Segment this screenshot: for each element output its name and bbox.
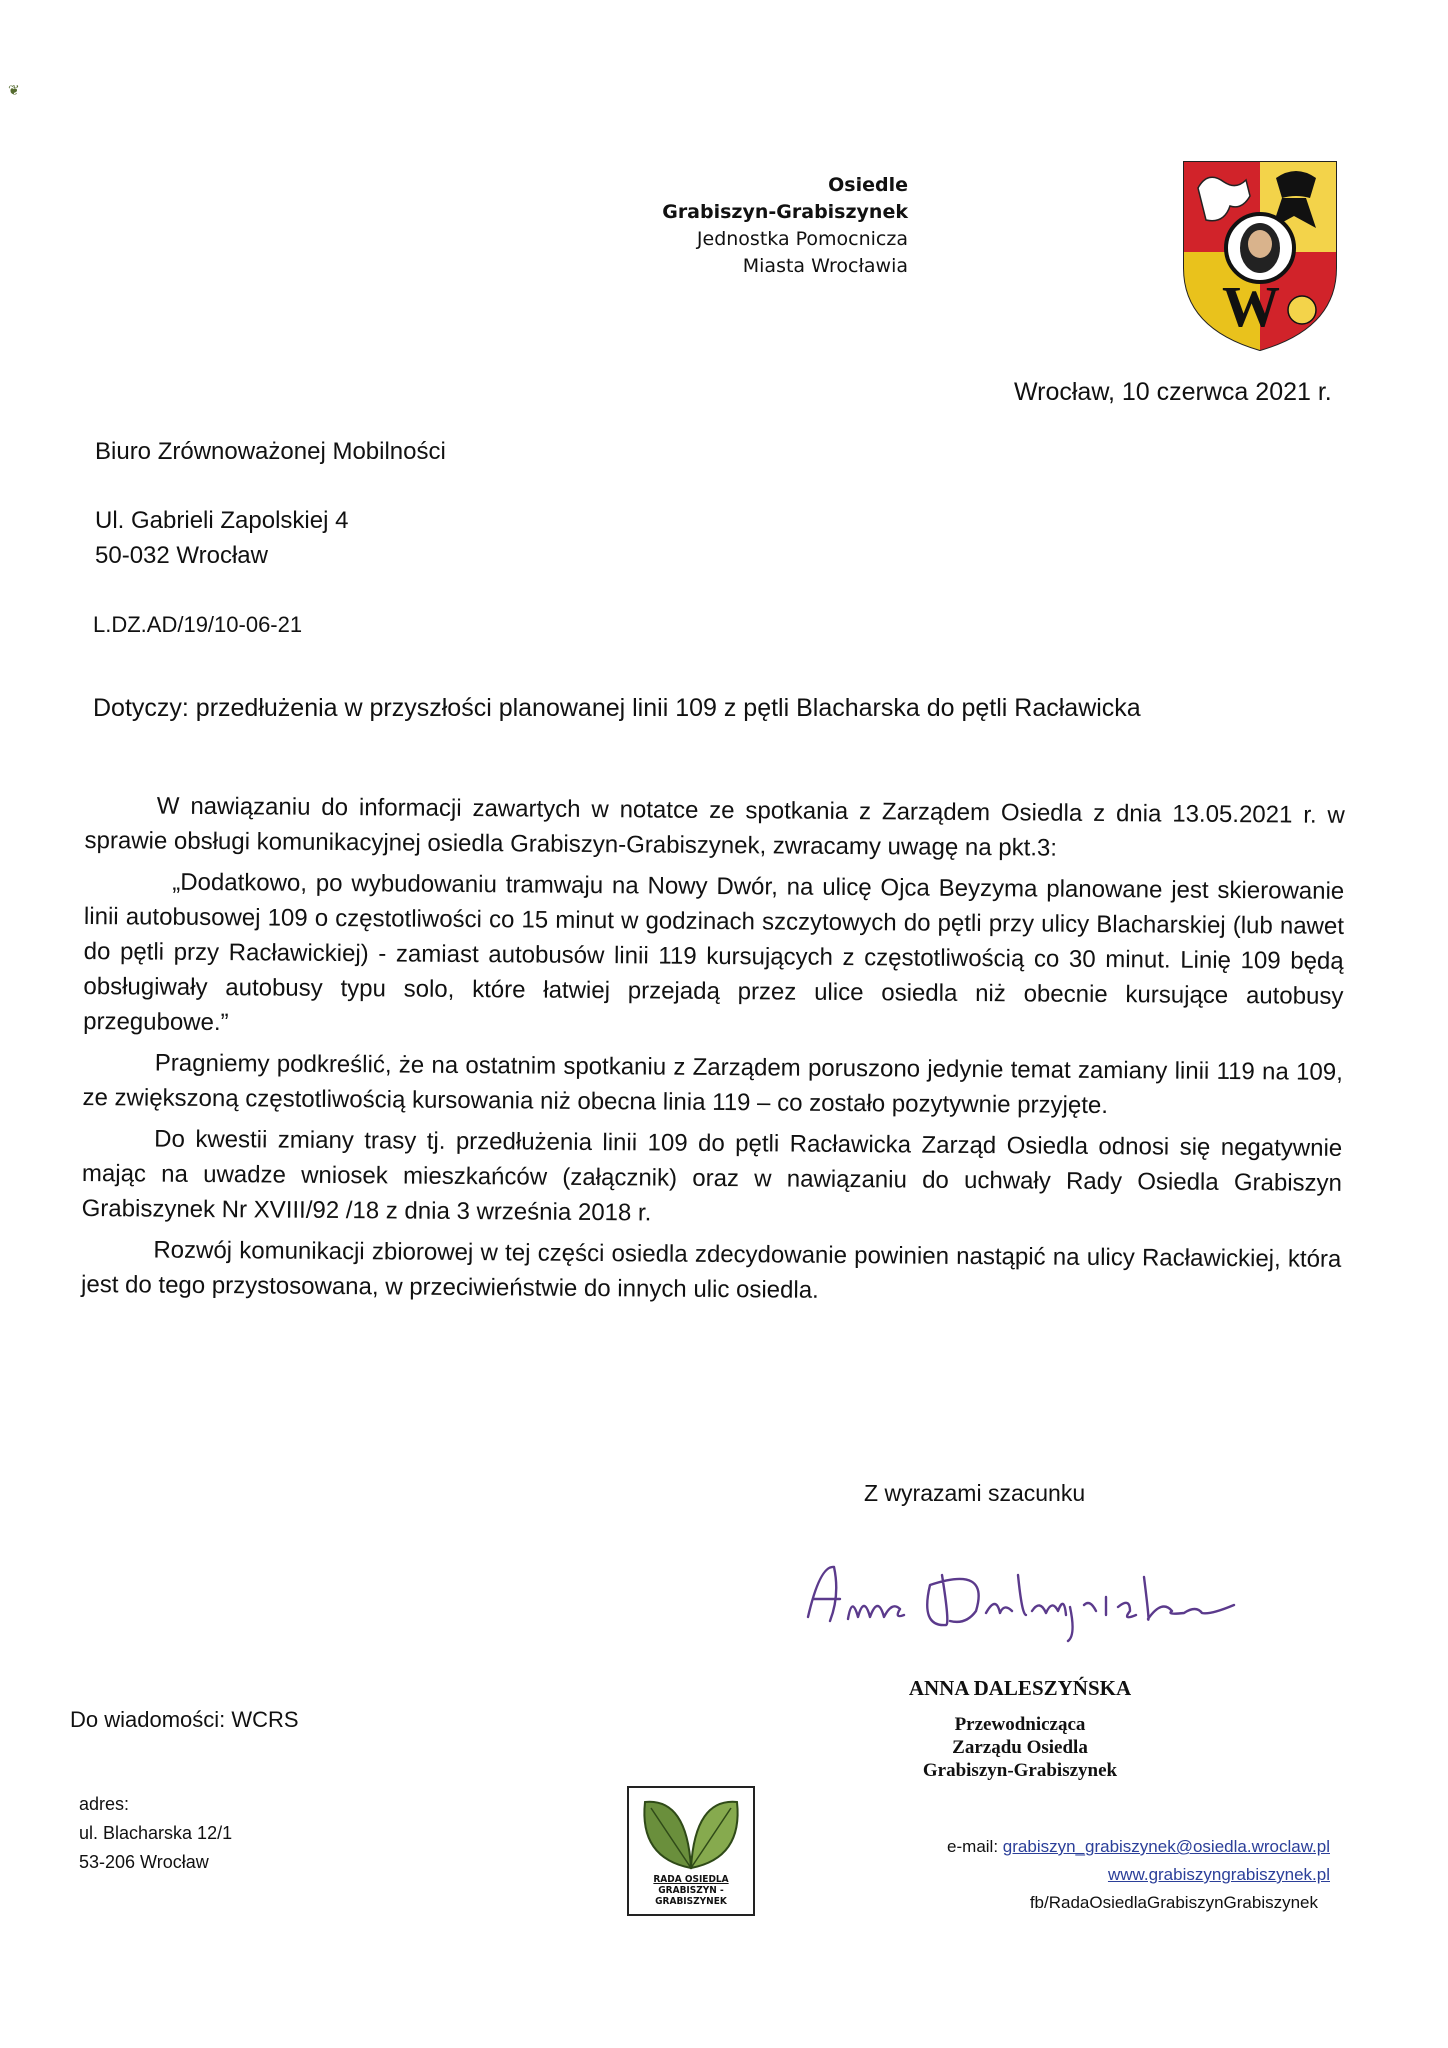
signatory-role-3: Grabiszyn-Grabiszynek <box>922 1760 1118 1781</box>
body-paragraph-3: Do kwestii zmiany trasy tj. przedłużenia linii 109 do pętli Racławicka Zarząd Osiedla odnosi się negatywnie mając na uwadze wniosek mieszkańców (załącznik) oraz w nawiązaniu do uchwały Rady Osiedla Grabiszyn Grabiszynek Nr XVIII/92 /18 z dnia 3 września 2018 r. <box>81 1125 1343 1227</box>
letter-body <box>81 788 1345 1318</box>
letterhead-line-3: Jednostka Pomocnicza <box>696 228 908 250</box>
address-label: adres: <box>79 1794 130 1814</box>
wroclaw-coat-of-arms <box>1178 158 1342 354</box>
reference-number: L.DZ.AD/19/10-06-21 <box>93 612 303 637</box>
corner-mark: ❦ <box>8 82 20 98</box>
letterhead-line-2: Grabiszyn-Grabiszynek <box>662 201 908 223</box>
signatory-role-2: Zarządu Osiedla <box>952 1737 1088 1758</box>
leaf-icon <box>629 1788 753 1874</box>
body-quote: „Dodatkowo, po wybudowaniu tramwaju na Nowy Dwór, na ulicę Ojca Beyzyma planowane jest skierowanie linii autobusowej 109 o częstotliwości co 15 minut w godzinach szczytowych do pętli przy ulicy Blacharskiej (lub nawet do pętli przy Racławickiej) - zamiast autobusów linii 119 kursujących z częstotliwością co 30 minut. Linię 109 będą obsługiwały autobusy typu solo, które łatwiej przejadą przez ulice osiedla niż obecnie kursujące autobusy przegubowe.” <box>83 868 1345 1037</box>
handwritten-signature <box>800 1555 1240 1645</box>
letter-date: Wrocław, 10 czerwca 2021 r. <box>1014 378 1332 406</box>
recipient-name: Biuro Zrównoważonej Mobilności <box>95 438 446 465</box>
closing-salutation: Z wyrazami szacunku <box>864 1480 1086 1506</box>
logo-line-3: GRABISZYNEK <box>655 1896 727 1907</box>
signatory-role-1: Przewodnicząca <box>954 1714 1086 1735</box>
email-label: e-mail: <box>947 1837 999 1856</box>
signature-block <box>880 1676 1160 1782</box>
letterhead <box>662 172 908 280</box>
crest-letter: W <box>1222 274 1280 339</box>
body-paragraph-4: Rozwój komunikacji zbiorowej w tej części osiedla zdecydowanie powinien nastąpić na ulicy Racławickiej, która jest do tego przystosowana, w przeciwieństwie do innych ulic osiedla. <box>80 1236 1342 1304</box>
sender-address <box>79 1790 232 1877</box>
letter-subject: Dotyczy: przedłużenia w przyszłości planowanej linii 109 z pętli Blacharska do pętli Racławicka <box>93 694 1141 722</box>
letterhead-line-1: Osiedle <box>828 174 908 196</box>
carbon-copy: Do wiadomości: WCRS <box>70 1707 299 1732</box>
logo-line-2: GRABISZYN - <box>658 1885 724 1896</box>
email-link[interactable]: grabiszyn_grabiszynek@osiedla.wroclaw.pl <box>1002 1837 1330 1856</box>
facebook-handle: fb/RadaOsiedlaGrabiszynGrabiszynek <box>1029 1893 1318 1912</box>
website-link[interactable]: www.grabiszyngrabiszynek.pl <box>1107 1865 1330 1884</box>
logo-line-1: RADA OSIEDLA <box>653 1874 729 1885</box>
address-city: 53-206 Wrocław <box>79 1852 209 1872</box>
recipient-city: 50-032 Wrocław <box>95 542 268 569</box>
signatory-name: ANNA DALESZYŃSKA <box>908 1676 1132 1700</box>
council-logo <box>627 1786 755 1916</box>
contact-info <box>880 1833 1330 1917</box>
address-street: ul. Blacharska 12/1 <box>79 1823 233 1843</box>
body-paragraph-1: W nawiązaniu do informacji zawartych w notatce ze spotkania z Zarządem Osiedla z dnia 13.05.2021 r. w sprawie obsługi komunikacyjnej osiedla Grabiszyn-Grabiszynek, zwracamy uwagę na pkt.3: <box>84 792 1345 862</box>
letterhead-line-4: Miasta Wrocławia <box>742 255 908 277</box>
recipient-street: Ul. Gabrieli Zapolskiej 4 <box>95 507 349 534</box>
body-paragraph-2: Pragniemy podkreślić, że na ostatnim spotkaniu z Zarządem poruszono jedynie temat zamiany linii 119 na 109, ze zwiększoną częstotliwością kursowania niż obecna linia 119 – co zostało pozytywnie przyjęte. <box>82 1049 1343 1120</box>
